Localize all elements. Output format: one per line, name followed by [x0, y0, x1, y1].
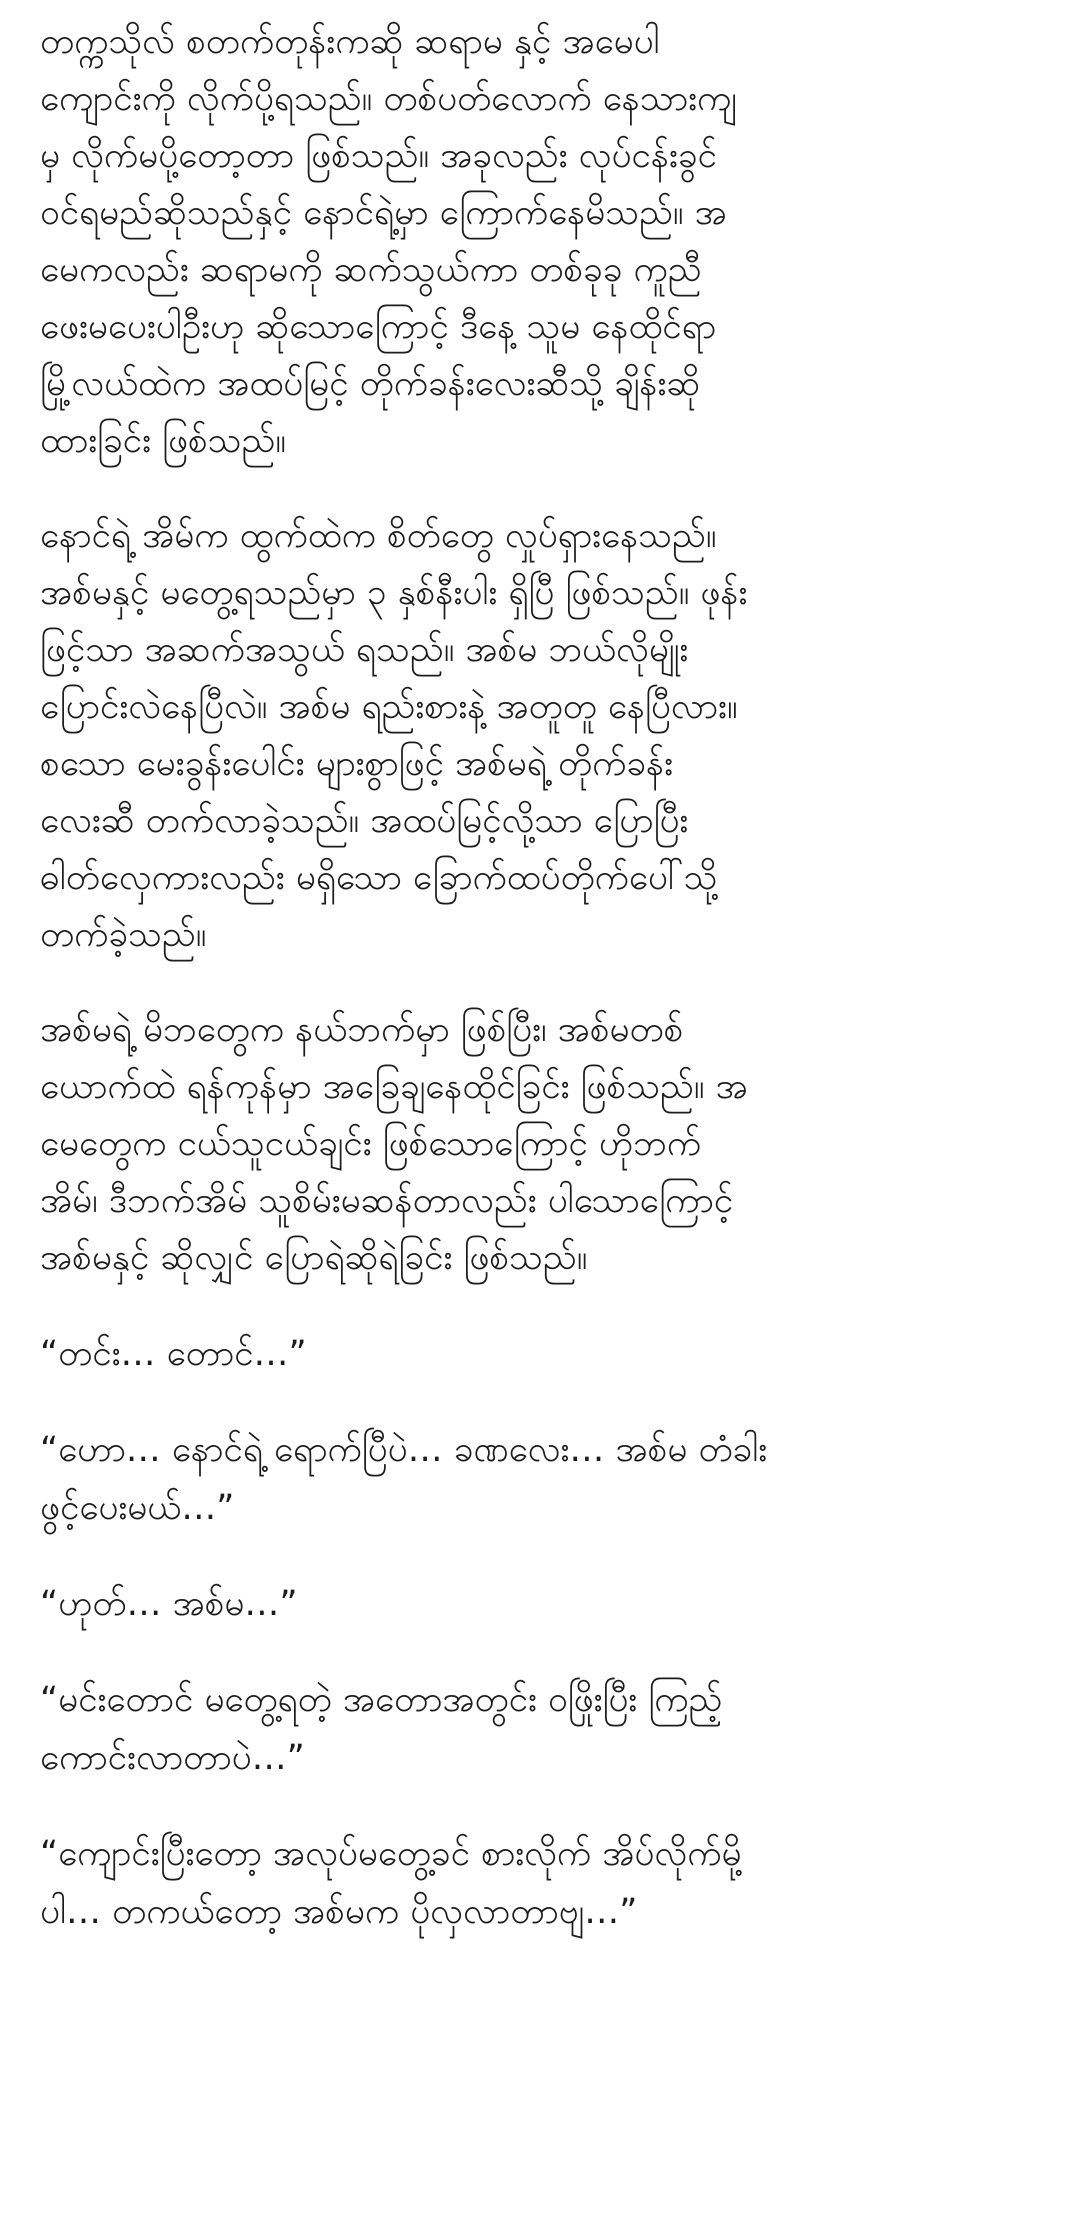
text-line: ကောင်းလာတာပဲ…”: [40, 1738, 305, 1778]
dialogue-paragraph: [40, 1671, 1044, 1787]
article-body: [40, 14, 1044, 1941]
text-line: မှ လိုက်မပို့တော့တာ ဖြစ်သည်။ အခုလည်း လုပ်ငန်းခွင်: [40, 136, 717, 176]
text-line: မေတွေက ငယ်သူငယ်ချင်း ဖြစ်သောကြောင့် ဟိုဘက်: [40, 1124, 702, 1164]
text-line: ဖြင့်သာ အဆက်အသွယ် ရသည်။ အစ်မ ဘယ်လိုမျိုး: [40, 630, 689, 670]
text-line: အစ်မနှင့် ဆိုလျှင် ပြောရဲဆိုရဲခြင်း ဖြစ်သည်။: [40, 1238, 588, 1278]
text-line: “ဟုတ်… အစ်မ…”: [40, 1584, 298, 1624]
text-line: ဝင်ရမည်ဆိုသည်နှင့် နောင်ရဲ့မှာ ကြောက်နေမိသည်။ အ: [40, 193, 727, 233]
dialogue-paragraph: [40, 1825, 1044, 1941]
text-line: နောင်ရဲ့ အိမ်က ထွက်ထဲက စိတ်တွေ လှုပ်ရှားနေသည်။: [40, 516, 717, 556]
text-line: ဖွင့်ပေးမယ်…”: [40, 1488, 235, 1528]
text-line: ပြောင်းလဲနေပြီလဲ။ အစ်မ ရည်းစားနဲ့ အတူတူ နေပြီလား။: [40, 687, 738, 727]
text-line: စသော မေးခွန်းပေါင်း များစွာဖြင့် အစ်မရဲ့ တိုက်ခန်း: [40, 744, 674, 784]
text-line: ကျောင်းကို လိုက်ပို့ရသည်။ တစ်ပတ်လောက် နေသားကျ: [40, 79, 737, 119]
text-line: “ကျောင်းပြီးတော့ အလုပ်မတွေ့ခင် စားလိုက် အိပ်လိုက်မို့: [40, 1834, 742, 1874]
text-line: မေကလည်း ဆရာမကို ဆက်သွယ်ကာ တစ်ခုခု ကူညီ: [40, 250, 702, 290]
text-line: အစ်မနှင့် မတွေ့ရသည်မှာ ၃ နှစ်နီးပါး ရှိပြီ ဖြစ်သည်။ ဖုန်း: [40, 573, 748, 613]
text-line: ယောက်ထဲ ရန်ကုန်မှာ အခြေချနေထိုင်ခြင်း ဖြစ်သည်။ အ: [40, 1067, 748, 1107]
dialogue-paragraph: [40, 1575, 1044, 1633]
text-line: မြို့လယ်ထဲက အထပ်မြင့် တိုက်ခန်းလေးဆီသို့ ချိန်းဆို: [40, 364, 701, 404]
text-line: တက်ခဲ့သည်။: [40, 915, 207, 955]
narrative-paragraph: [40, 508, 1044, 964]
text-line: “တင်း… တောင်…”: [40, 1334, 307, 1374]
text-line: ပါ… တကယ်တော့ အစ်မက ပိုလှလာတာဗျ…”: [40, 1892, 638, 1932]
text-line: အိမ်၊ ဒီဘက်အိမ် သူစိမ်းမဆန်တာလည်း ပါသောကြောင့်: [40, 1181, 734, 1221]
text-line: လေးဆီ တက်လာခဲ့သည်။ အထပ်မြင့်လို့သာ ပြောပြီး: [40, 801, 689, 841]
text-line: ထားခြင်း ဖြစ်သည်။: [40, 421, 286, 461]
narrative-paragraph: [40, 1002, 1044, 1287]
text-line: “မင်းတောင် မတွေ့ရတဲ့ အတောအတွင်း ဝဖြိုးပြီး ကြည့်: [40, 1680, 723, 1720]
text-line: ဖေးမပေးပါဦးဟု ဆိုသောကြောင့် ဒီနေ့ သူမ နေထိုင်ရာ: [40, 307, 717, 347]
narrative-paragraph: [40, 14, 1044, 470]
text-line: တက္ကသိုလ် စတက်တုန်းကဆို ဆရာမ နှင့် အမေပါ: [40, 22, 660, 62]
dialogue-paragraph: [40, 1325, 1044, 1383]
text-line: အစ်မရဲ့ မိဘတွေက နယ်ဘက်မှာ ဖြစ်ပြီး၊ အစ်မတစ်: [40, 1010, 684, 1050]
text-line: ဓါတ်လှေကားလည်း မရှိသော ခြောက်ထပ်တိုက်ပေါ်သို့: [40, 858, 718, 898]
dialogue-paragraph: [40, 1421, 1044, 1537]
text-line: “ဟော… နောင်ရဲ့ ရောက်ပြီပဲ… ခဏလေး… အစ်မ တံခါး: [40, 1430, 768, 1470]
